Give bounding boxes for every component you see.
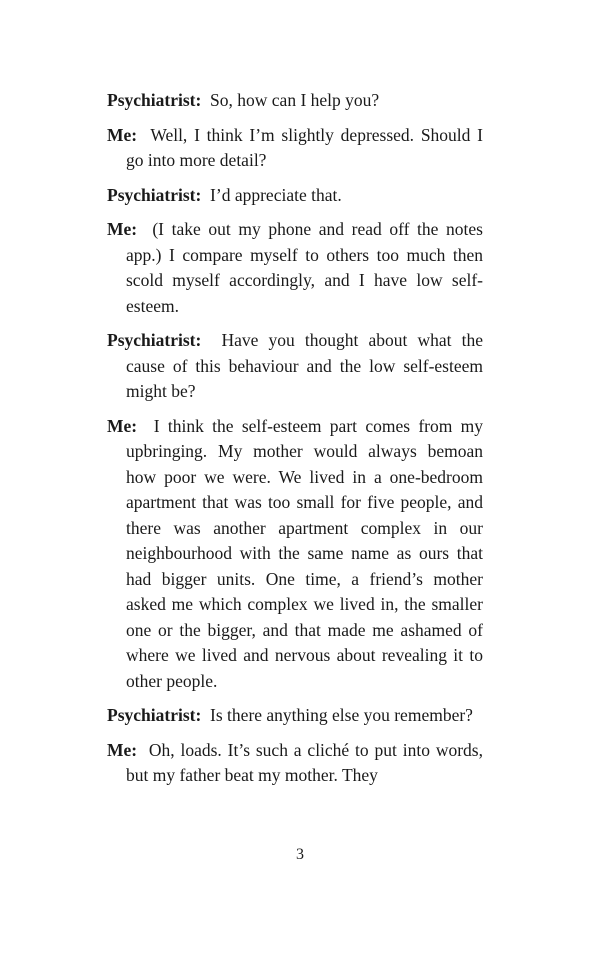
dialogue-text: Have you thought about what the cause of this behaviour and the low self-esteem might be? bbox=[126, 330, 483, 401]
speaker-label: Me: bbox=[107, 739, 138, 760]
dialogue-entry bbox=[107, 703, 483, 729]
dialogue-text: Well, I think I’m slightly depressed. Should I go into more detail? bbox=[126, 124, 483, 170]
page-body bbox=[107, 88, 483, 798]
dialogue-text: Oh, loads. It’s such a cliché to put into words, but my father beat my mother. They bbox=[126, 739, 483, 785]
dialogue-entry bbox=[107, 414, 483, 695]
speaker-label: Psychiatrist: bbox=[107, 330, 202, 350]
dialogue-entry bbox=[107, 123, 483, 174]
page-number: 3 bbox=[296, 846, 304, 863]
dialogue-entry bbox=[107, 738, 483, 789]
dialogue-entry bbox=[107, 328, 483, 405]
speaker-label: Me: bbox=[107, 219, 138, 239]
dialogue-text: (I take out my phone and read off the notes app.) I compare myself to others too much then scold myself accordingly, and I have low self-esteem. bbox=[126, 219, 483, 316]
speaker-label: Me: bbox=[107, 124, 138, 145]
speaker-label: Psychiatrist: bbox=[107, 184, 202, 205]
dialogue-entry bbox=[107, 183, 483, 209]
speaker-label: Psychiatrist: bbox=[107, 90, 202, 110]
speaker-label: Me: bbox=[107, 415, 138, 436]
dialogue-text: Is there anything else you remember? bbox=[210, 705, 473, 725]
dialogue-entry bbox=[107, 88, 483, 114]
dialogue-text: So, how can I help you? bbox=[210, 90, 380, 110]
dialogue-text: I’d appreciate that. bbox=[210, 184, 342, 205]
dialogue-text: I think the self-esteem part comes from my upbringing. My mother would always bemoan how poor we were. We lived in a one-bedroom apartment that was too small for five people, and there was another apartment complex in our neighbourhood with the same name as ours that had bigger units. One time, a friend’s mother asked me which complex we lived in, the smaller one or the bigger, and that made me ashamed of where we lived and nervous about revealing it to other people. bbox=[126, 415, 484, 691]
dialogue-entry bbox=[107, 217, 483, 319]
speaker-label: Psychiatrist: bbox=[107, 705, 202, 725]
